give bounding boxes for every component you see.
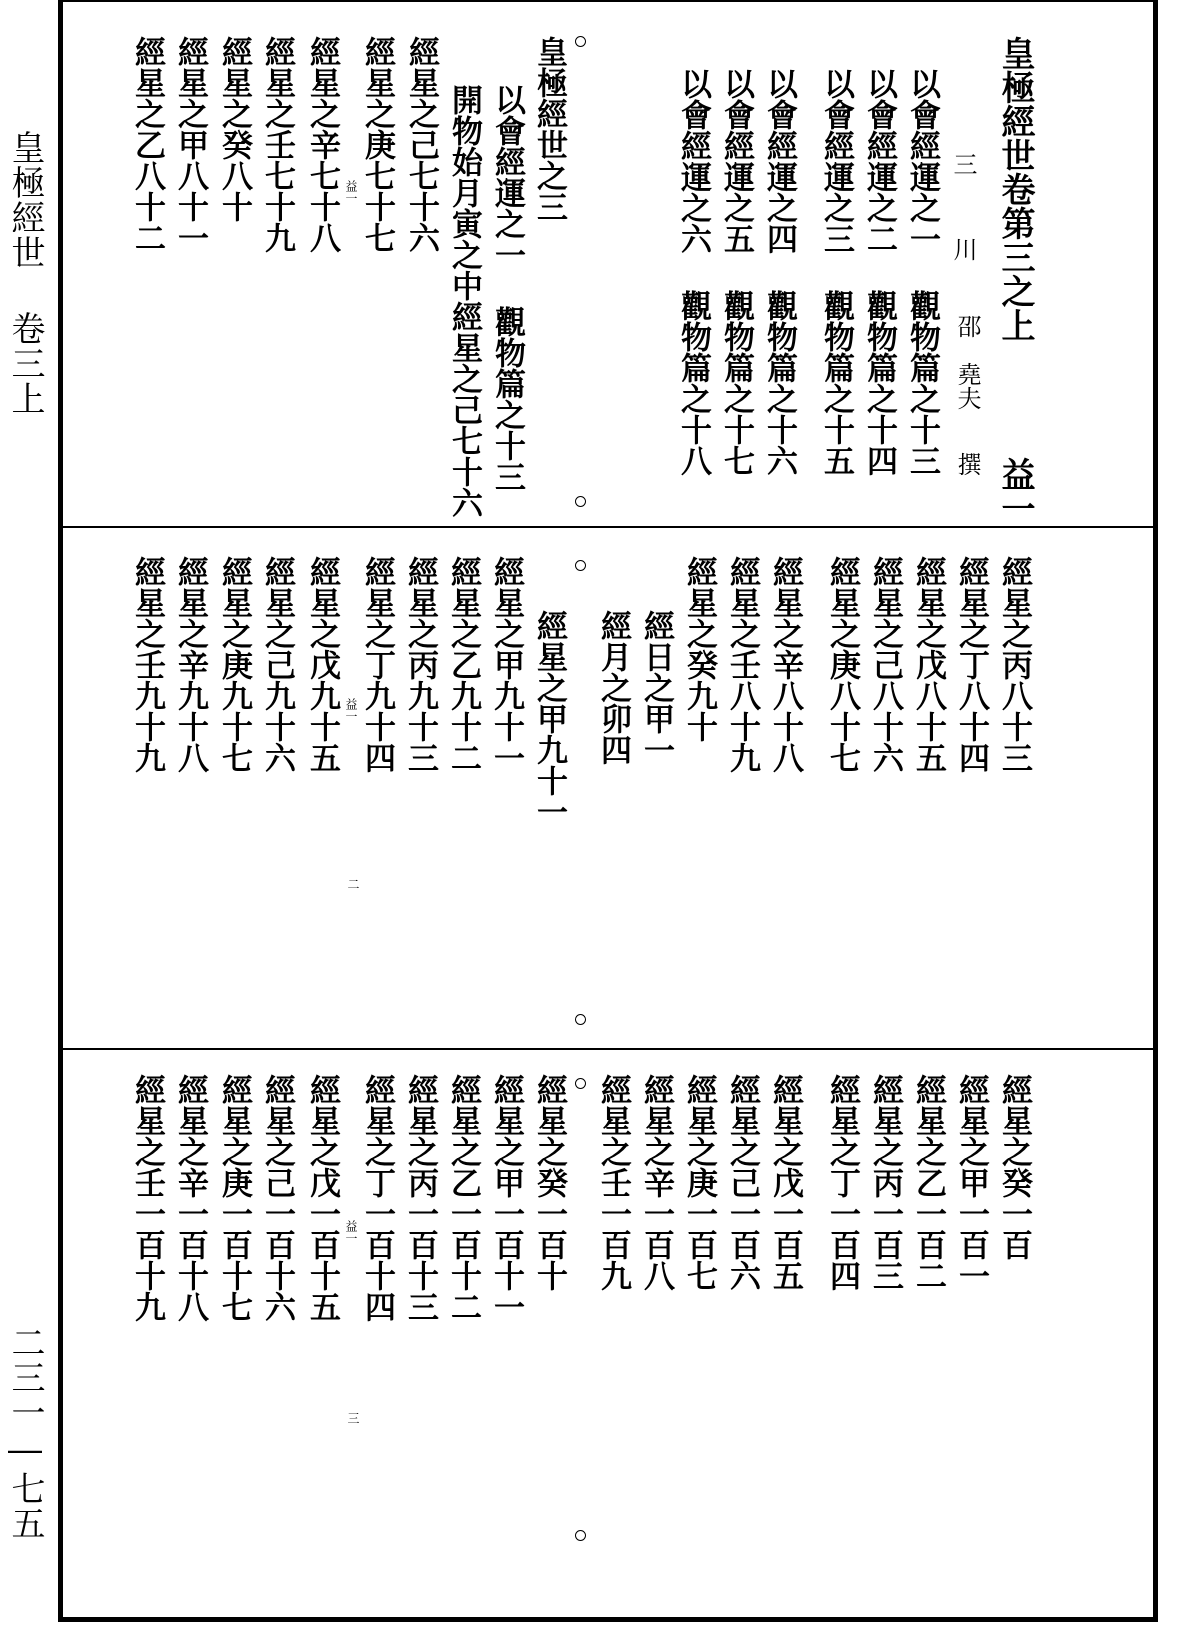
sub-entry: 經星之甲九十一 xyxy=(531,610,567,827)
margin-book-title: 皇極經世 卷三上 xyxy=(5,130,45,416)
entry-list-item: 經星之丙九十三 xyxy=(402,556,438,773)
entry-list-item: 經星之戊八十五 xyxy=(910,556,946,773)
index-left-4: 以會經運之四 xyxy=(761,68,797,254)
index-left-6: 以會經運之六 xyxy=(675,68,711,254)
panel-top xyxy=(63,2,1153,526)
page-frame xyxy=(58,0,1158,1622)
circle-mark xyxy=(575,36,586,47)
chapter-title: 皇極經世卷第三之上 xyxy=(995,36,1035,342)
entry-list-item: 經星之辛七十八 xyxy=(304,36,340,253)
entry-list-item: 經星之辛一百八 xyxy=(638,1074,674,1291)
entry-list-item: 經星之丙一百三 xyxy=(867,1074,903,1291)
entry-list-item: 經星之戊一百十五 xyxy=(304,1074,340,1322)
entry-list-item: 經星之甲一百十一 xyxy=(488,1074,524,1322)
entry-list-item: 經星之己一百十六 xyxy=(259,1074,295,1322)
margin-mark: 益一 xyxy=(344,180,358,204)
section-title: 皇極經世之三 xyxy=(531,36,567,222)
entry-list-item: 經星之辛一百十八 xyxy=(172,1074,208,1322)
entry-list-item: 經星之癸八十 xyxy=(216,36,252,222)
margin-mark: 益一 xyxy=(344,698,358,722)
chapter-code: 益一 xyxy=(995,457,1035,525)
author-name: 堯夫 xyxy=(953,362,981,410)
margin-mark: 二 xyxy=(346,878,360,890)
index-left-1: 以會經運之一 xyxy=(904,68,940,254)
entry-list-item: 經星之癸一百十 xyxy=(531,1074,567,1291)
entry-list-item: 經星之甲一百一 xyxy=(953,1074,989,1291)
circle-mark xyxy=(575,1078,586,1089)
author-role: 撰 xyxy=(953,452,981,476)
entry-list-item: 經星之壬八十九 xyxy=(724,556,760,773)
entry-list-item: 經星之丁八十四 xyxy=(953,556,989,773)
margin-mark: 三 xyxy=(346,1412,360,1424)
entry-list-item: 經星之己九十六 xyxy=(259,556,295,773)
index-left-2: 以會經運之二 xyxy=(861,68,897,254)
entry-list-item: 經星之壬一百九 xyxy=(595,1074,631,1291)
entry-list-item: 經星之辛九十八 xyxy=(172,556,208,773)
section-heading: 以會經運之一 觀物篇之十三 xyxy=(489,84,525,492)
entry-list-item: 經星之戊一百五 xyxy=(767,1074,803,1291)
entry-list-item: 經星之丁一百十四 xyxy=(359,1074,395,1322)
circle-mark xyxy=(575,1530,586,1541)
index-right-6: 觀物篇之十八 xyxy=(675,290,711,476)
author-place: 川 xyxy=(949,237,977,261)
entry-list-item: 經星之丁九十四 xyxy=(359,556,395,773)
entry-list-item: 經星之乙九十二 xyxy=(445,556,481,773)
index-right-1: 觀物篇之十三 xyxy=(904,290,940,476)
circle-mark xyxy=(575,1014,586,1025)
entry-list-item: 經星之壬九十九 xyxy=(129,556,165,773)
margin-page-number: 二三一―七五 xyxy=(5,1325,45,1541)
entry-list-item: 經星之庚一百七 xyxy=(681,1074,717,1291)
entry-list-item: 經星之乙八十二 xyxy=(129,36,165,253)
entry-list-item: 經星之丙一百十三 xyxy=(402,1074,438,1322)
panel-bottom xyxy=(63,1048,1153,1622)
entry-list-item: 經星之甲八十一 xyxy=(172,36,208,253)
entry-list-item: 經星之甲九十一 xyxy=(488,556,524,773)
panel-middle xyxy=(63,526,1153,1050)
entry-list-item: 經星之庚一百十七 xyxy=(216,1074,252,1322)
entry-list-item: 經星之庚八十七 xyxy=(824,556,860,773)
entry-list-item: 經星之己八十六 xyxy=(867,556,903,773)
volume-marker: 三 xyxy=(949,152,977,176)
section-subheading: 開物始月寅之中經星之己七十六 xyxy=(446,84,482,518)
index-right-4: 觀物篇之十六 xyxy=(761,290,797,476)
index-right-5: 觀物篇之十七 xyxy=(718,290,754,476)
index-right-3: 觀物篇之十五 xyxy=(818,290,854,476)
entry-list-item: 經星之庚九十七 xyxy=(216,556,252,773)
index-left-3: 以會經運之三 xyxy=(818,68,854,254)
sub-entry: 經月之卯四 xyxy=(595,610,631,765)
entry-list-item: 經星之己一百六 xyxy=(724,1074,760,1291)
entry-list-item: 經星之癸九十 xyxy=(681,556,717,742)
entry-list-item: 經星之丁一百四 xyxy=(824,1074,860,1291)
entry-list-item: 經星之戊九十五 xyxy=(304,556,340,773)
circle-mark xyxy=(575,496,586,507)
index-left-5: 以會經運之五 xyxy=(718,68,754,254)
entry-list-item: 經星之己七十六 xyxy=(403,36,439,253)
author-surname: 邵 xyxy=(953,314,981,338)
entry-list-item: 經星之庚七十七 xyxy=(359,36,395,253)
entry-list-item: 經星之壬一百十九 xyxy=(129,1074,165,1322)
circle-mark xyxy=(575,560,586,571)
sub-entry: 經日之甲一 xyxy=(638,610,674,765)
entry-list-item: 經星之乙一百十二 xyxy=(445,1074,481,1322)
margin-mark: 益一 xyxy=(344,1220,358,1244)
entry-list-item: 經星之壬七十九 xyxy=(259,36,295,253)
entry-list-item: 經星之癸一百 xyxy=(996,1074,1032,1260)
entry-list-item: 經星之辛八十八 xyxy=(767,556,803,773)
entry-list-item: 經星之乙一百二 xyxy=(910,1074,946,1291)
entry-list-item: 經星之丙八十三 xyxy=(996,556,1032,773)
index-right-2: 觀物篇之十四 xyxy=(861,290,897,476)
